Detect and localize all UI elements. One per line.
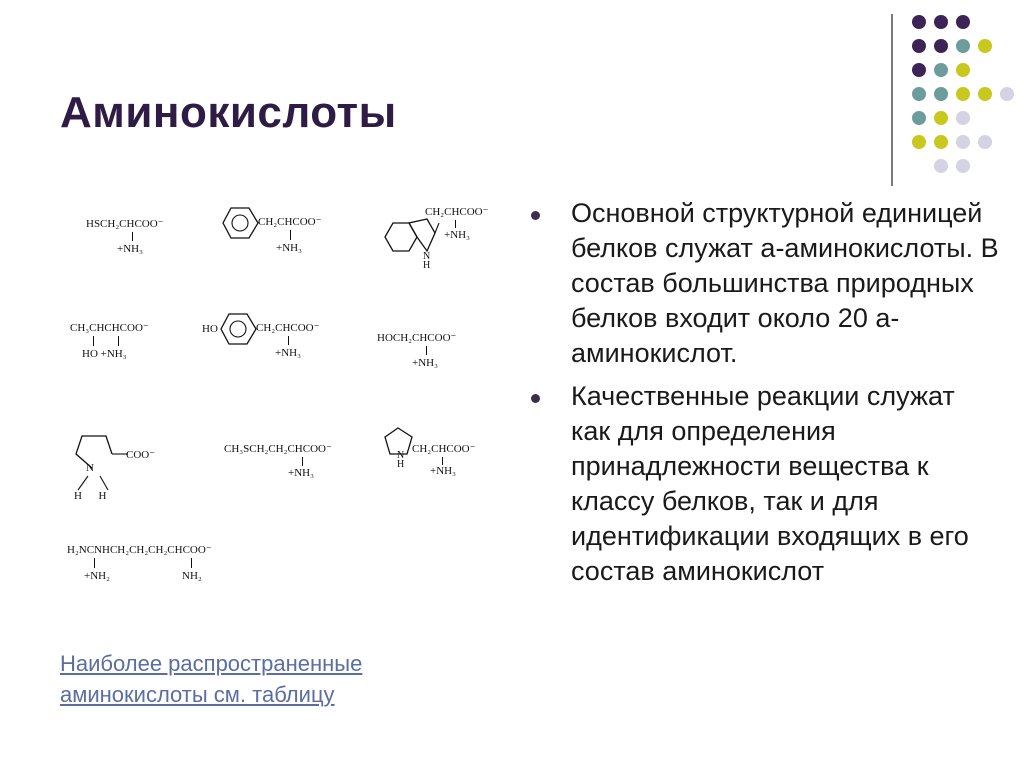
slide-title: Аминокислоты (60, 88, 397, 137)
serine-amine: +NH₃ (412, 357, 438, 369)
histidine-bond (442, 457, 443, 465)
tyrosine-amine: +NH₃ (275, 347, 301, 359)
decorative-dot (956, 159, 970, 173)
phenylalanine-main: CH₂CHCOO⁻ (258, 216, 322, 228)
decorative-dot (934, 87, 948, 101)
indole-ring-icon (383, 217, 455, 269)
decorative-dot (956, 63, 970, 77)
decorative-dot (956, 111, 970, 125)
arginine-amine: NH₂ (182, 570, 202, 582)
phenylalanine-bond (290, 230, 291, 240)
decorative-dot (956, 135, 970, 149)
amino-acid-table-link[interactable]: Наиболее распространенные аминокислоты см. таблицу (60, 651, 363, 707)
tyrosine-hydroxyl: HO (202, 323, 218, 335)
bullet-text: Качественные реакции служат как для определения принадлежности вещества к классу белков, так и для идентификации входящих в его состав аминокислот (571, 381, 969, 586)
tyrosine-bond (288, 336, 289, 345)
cysteine-main: HSCH₂CHCOO⁻ (86, 218, 164, 230)
bullet-item (531, 379, 1001, 589)
decorative-dot (956, 87, 970, 101)
benzene-ring-icon (222, 206, 260, 240)
threonine-main: CH₃CHCHCOO⁻ (70, 322, 149, 334)
bullet-text: Основной структурной единицей белков служат а-аминокислоты. В состав большинства природных белков входит около 20 а-аминокислот. (571, 198, 999, 368)
pyrrolidine-ring-icon (72, 432, 132, 494)
tryptophan-main: CH₂CHCOO⁻ (425, 206, 489, 218)
threonine-substituents: HO +NH₃ (82, 348, 127, 360)
tryptophan-amine: +NH₃ (444, 229, 470, 241)
bullet-item (531, 196, 1001, 371)
decorative-dot (934, 15, 948, 29)
decorative-dot (912, 111, 926, 125)
decorative-dot (934, 39, 948, 53)
cysteine-bond (132, 232, 133, 241)
histidine-main: CH₂CHCOO⁻ (412, 443, 476, 455)
decorative-dot (912, 15, 926, 29)
decorative-dot (912, 87, 926, 101)
decorative-dot (978, 39, 992, 53)
tyrosine-main: CH₂CHCOO⁻ (256, 322, 320, 334)
methionine-amine: +NH₃ (288, 467, 314, 479)
histidine-amine: +NH₃ (430, 465, 456, 477)
serine-main: HOCH₂CHCOO⁻ (377, 332, 457, 344)
arginine-bond-1 (94, 558, 95, 568)
proline-hydrogens: H H (74, 490, 107, 502)
decorative-dot (978, 87, 992, 101)
bullet-list (531, 196, 1001, 597)
phenol-ring-icon (220, 312, 258, 346)
methionine-main: CH₃SCH₂CH₂CHCOO⁻ (224, 443, 332, 455)
decorative-dot (934, 135, 948, 149)
decorative-dot (912, 135, 926, 149)
decorative-dot (934, 63, 948, 77)
proline-carboxylate: COO⁻ (126, 449, 156, 461)
decorative-dot-grid (0, 0, 1024, 200)
bullet-dot-icon (531, 211, 540, 220)
threonine-bond-1 (93, 336, 94, 346)
decorative-dot (956, 39, 970, 53)
decorative-dot (912, 39, 926, 53)
serine-bond (426, 346, 427, 355)
proline-nitrogen: N (86, 462, 94, 474)
arginine-main: H₂NCNHCH₂CH₂CH₂CHCOO⁻ (67, 544, 212, 556)
arginine-guanidino: +NH₂ (84, 570, 110, 582)
tryptophan-bond (455, 220, 456, 228)
decorative-dot (934, 111, 948, 125)
histidine-nh: N H (397, 450, 405, 470)
decorative-dot (1000, 87, 1014, 101)
cysteine-amine: +NH₃ (117, 243, 143, 255)
decorative-dot (956, 15, 970, 29)
decorative-dot (934, 159, 948, 173)
decorative-dot (978, 135, 992, 149)
threonine-bond-2 (118, 336, 119, 346)
arginine-bond-2 (191, 558, 192, 568)
methionine-bond (302, 457, 303, 466)
bullet-dot-icon (531, 394, 540, 403)
decorative-dot (912, 63, 926, 77)
phenylalanine-amine: +NH₃ (276, 242, 302, 254)
tryptophan-nh: N H (423, 251, 431, 271)
